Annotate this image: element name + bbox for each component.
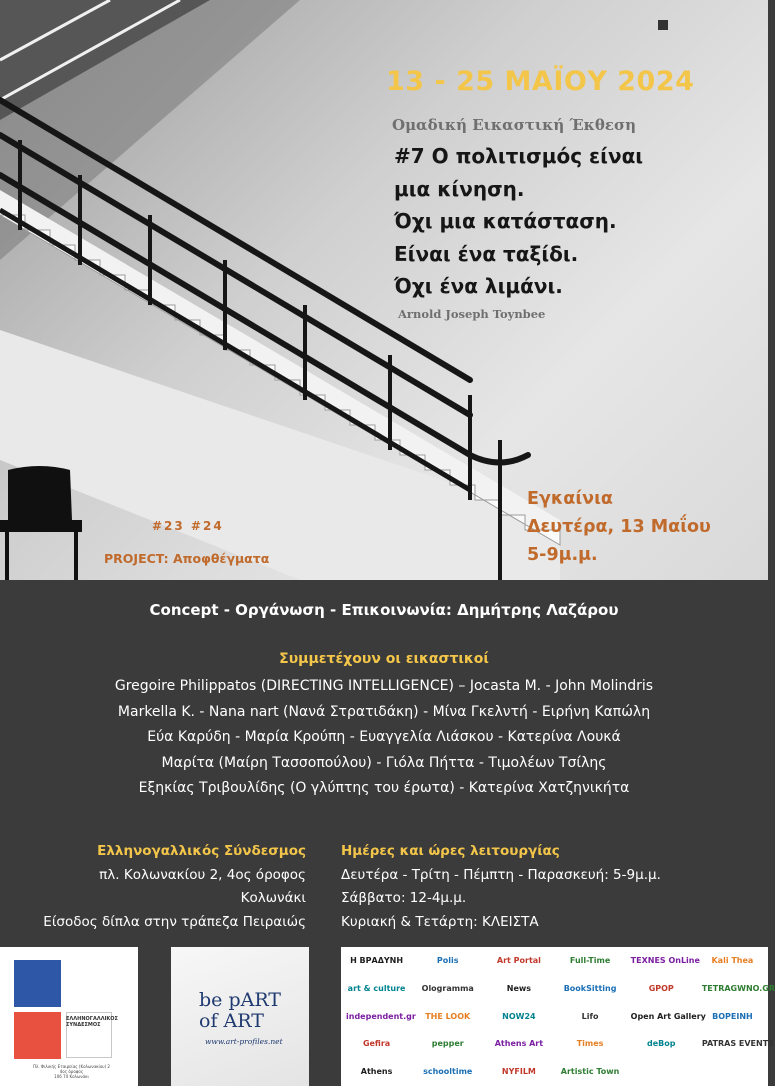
bepart-line: be pART [199, 989, 281, 1011]
sponsor-logo: Open Art Gallery [630, 1011, 706, 1021]
venue-name: Ελληνογαλλικός Σύνδεσμος [97, 843, 306, 859]
sponsor-logo: GPOP [648, 983, 674, 993]
venue-address: πλ. Κολωνακίου 2, 4ος όροφος [99, 866, 306, 883]
sponsor-logo: TEXNES OnLine [630, 956, 700, 965]
sponsor-logo: BookSitting [563, 983, 617, 993]
association-logo-name [66, 1016, 118, 1028]
sponsor-logo: schooltime [423, 1067, 473, 1077]
opening-time: 5-9μ.μ. [527, 545, 598, 565]
hours-weekdays: Δευτέρα - Τρίτη - Πέμπτη - Παρασκευή: 5-9μ.μ. [341, 866, 661, 883]
sponsor-logo: TETRAGWNO.GR [701, 983, 775, 993]
artists-line: Εύα Καρύδη - Μαρία Κρούπη - Ευαγγελία Λιάσκου - Κατερίνα Λουκά [147, 729, 621, 745]
bepart-line: of ART [199, 1010, 264, 1032]
opening-info [527, 485, 711, 569]
quote-author: Arnold Joseph Toynbee [398, 307, 546, 321]
hours-saturday: Σάββατο: 12-4μ.μ. [341, 890, 467, 906]
sponsor-logo: THE LOOK [425, 1011, 471, 1021]
sponsor-logo: pepper [431, 1039, 464, 1049]
sponsor-logo: deBop [646, 1039, 676, 1049]
hours-title: Ημέρες και ώρες λειτουργίας [341, 843, 560, 859]
opening-day: Δευτέρα, 13 Μαΐου [527, 517, 711, 537]
blue-square-icon [14, 960, 61, 1007]
association-address-line: 4ος όροφος [59, 1069, 84, 1074]
artists-line: Markella K. - Nana nart (Νανά Στρατιδάκη) - Μίνα Γκελντή - Ειρήνη Καπώλη [117, 703, 651, 720]
sponsor-logo: Lifo [581, 1011, 599, 1021]
concept-credit: Concept - Οργάνωση - Επικοινωνία: Δημήτρης Λαζάρου [149, 601, 619, 619]
sponsor-logo: Polis [436, 956, 459, 965]
sponsor-logo: Gefira [362, 1039, 391, 1049]
exhibition-type: Ομαδική Εικαστική Έκθεση [392, 116, 637, 134]
venue-entrance: Είσοδος δίπλα στην τράπεζα Πειραιώς [43, 913, 306, 930]
participants-title: Συμμετέχουν οι εικαστικοί [279, 651, 489, 667]
venue-info [43, 840, 306, 934]
sponsor-logo: Artistic Town [560, 1067, 620, 1077]
sponsor-logo: PATRAS EVENTS [701, 1039, 774, 1049]
artists-line: Gregoire Philippatos (DIRECTING INTELLIGENCE) – Jocasta M. - John Molindris [114, 678, 654, 694]
hashtags: #23 #24 [152, 519, 224, 533]
sponsor-logo: NOW24 [502, 1011, 536, 1021]
sponsor-logo: art & culture [347, 983, 406, 993]
association-name-line: ΣΥΝΔΕΣΜΟΣ [66, 1022, 101, 1028]
sponsor-logo: Athens [360, 1067, 393, 1077]
opening-hours [341, 840, 661, 934]
sponsor-logo: Kali Thea [711, 956, 754, 965]
association-address-line: 106 74 Κολωνάκι [54, 1074, 89, 1079]
sponsor-logo: Art Portal [496, 956, 541, 965]
project-label: PROJECT: Αποφθέγματα [104, 551, 270, 566]
sponsor-logo: NYFILM [501, 1067, 536, 1077]
opening-label: Εγκαίνια [527, 489, 613, 509]
sponsors-collage [341, 947, 775, 1086]
hours-closed: Κυριακή & Τετάρτη: ΚΛΕΙΣΤΑ [341, 913, 539, 930]
exhibition-dates: 13 - 25 ΜΑΪΟΥ 2024 [386, 66, 695, 97]
sponsor-logo: Η ΒΡΑΔΥΝΗ [350, 956, 404, 965]
red-square-icon [14, 1012, 61, 1059]
bepart-logo-text [199, 990, 281, 1032]
association-name-line: ΕΛΛΗΝΟΓΑΛΛΙΚΟΣ [66, 1016, 118, 1022]
association-address-line: Πλ. Φιλικής Εταιρείας (Κολωνακίου) 2 [33, 1064, 110, 1069]
quote-text: #7 Ο πολιτισμός είναι μια κίνηση. Όχι μια κατάσταση. Είναι ένα ταξίδι. Όχι ένα λιμάνι. [394, 144, 644, 298]
sponsor-logo: Athens Art [494, 1039, 544, 1049]
association-logo-address [14, 1064, 129, 1079]
bepart-url: www.art-profiles.net [205, 1037, 283, 1046]
sponsor-logo: independent.gr [346, 1011, 416, 1021]
artists-list [0, 674, 768, 802]
sponsor-logo: Ologramma [421, 983, 474, 993]
sponsor-logo: ΒΟΡΕΙΝΗ [712, 1011, 753, 1021]
sponsor-logo: Full-Time [569, 956, 611, 965]
sponsor-logo: News [506, 983, 532, 993]
artists-line: Μαρίτα (Μαίρη Τασσοπούλου) - Γιόλα Πήττα - Τιμολέων Τσίλης [161, 754, 607, 771]
artists-line: Εξηκίας Τριβουλίδης (Ο γλύπτης του έρωτα) - Κατερίνα Χατζηνικήτα [138, 780, 630, 796]
sponsor-logo: Times [576, 1039, 604, 1049]
venue-area: Κολωνάκι [240, 890, 306, 906]
